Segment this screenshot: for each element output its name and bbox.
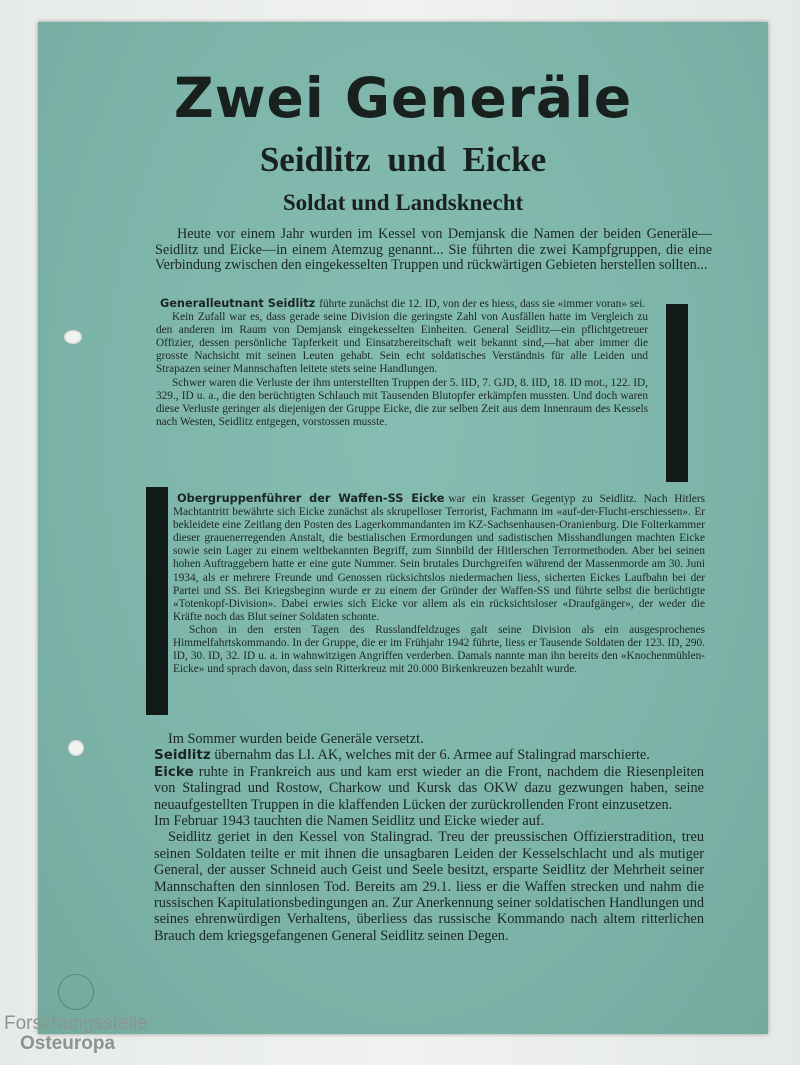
punch-hole-upper (64, 330, 82, 344)
black-margin-bar-left (146, 487, 168, 715)
seidlitz-paragraph-1 (156, 297, 648, 311)
eicke-later-paragraph (154, 764, 704, 813)
eicke-paragraph-1 (173, 492, 705, 624)
summer-paragraph: Im Sommer wurden beide Generäle versetzt. (168, 731, 424, 747)
black-margin-bar-right (666, 304, 688, 482)
seidlitz-section (156, 297, 648, 429)
eicke-section (173, 492, 705, 676)
eicke-lead-name: Obergruppenführer der Waffen-SS Eicke (177, 492, 445, 505)
seidlitz-later-paragraph (154, 747, 704, 763)
closing-section (154, 731, 704, 944)
punch-hole-lower (68, 740, 84, 756)
eicke-later-text: ruhte in Frankreich aus und kam erst wieder an die Front, nachdem die Riesenpleiten von Stalingrad und Rostow, Charkow und Kursk das OKW dazu gezwungen haben, seine neuaufgestellten Truppen in die klaffenden Lücken der zurückrollenden Front einzusetzen. (154, 763, 705, 813)
seidlitz-paragraph-3: Schwer waren die Verluste der ihm unterstellten Truppen der 5. IID, 7. GJD, 8. IID, 18. ID mot., 122. ID, 329., ID u. a., die den berüchtigten Schlauch mit Tausenden Blutopfer erkämpfen mussten. Und doch waren diese Verluste geringer als diejenigen der Gruppe Eicke, die zur selben Zeit aus dem Innenraum des Kessels nach Westen, Seidlitz entgegen, vorstossen musste. (156, 376, 648, 428)
seidlitz-lead-name: Generalleutnant Seidlitz (160, 297, 316, 310)
eicke-paragraph-1-text: war ein krasser Gegentyp zu Seidlitz. Nach Hitlers Machtantritt bewährte sich Eicke zunächst als skrupelloser Terrorist, Fachmann im «auf-der-Flucht-erschiessen». Er bekleidete eine Zeitlang den Posten des Lagerkommandanten im KZ-Sachsenhausen-Oranienburg. Die Folterkammer dieser grauenerregenden Anstalt, die bestialischen Ermordungen und sadistischen Misshandlungen machten Eicke sowie sein Lager zu einem weltbekannten Begriff, zum Sinnbild der Hitlerschen Terrormethoden. Aber bei seinen hohen Auftraggebern hatte er eine gute Nummer. Sein brutales Durchgreifen während der Massenmorde am 30. Juni 1934, als er mehrere Freunde und Genossen rücksichtslos niedermachen liess, sicherten Eickes Laufbahn bei der Partei und SS. Bei Kriegsbeginn wurde er zu einem der Gründer der Waffen-SS und führte selbst die berüchtigte «Totenkopf-Division». Dabei erwies sich Eicke vor allem als ein rücksichtsloser «Draufgänger», der weder die Kräfte noch das Blut seiner Soldaten schonte. (173, 493, 706, 623)
eicke-paragraph-2: Schon in den ersten Tagen des Russlandfeldzuges galt seine Division als ein ausgesprochenes Himmelfahrtskommando. In der Gruppe, die er im Frühjahr 1942 führte, liess er Tausende Soldaten der 123. ID, 290. ID, 30. ID, 32. ID u. a. in wahnwitzigen Angriffen verderben. Damals nannte man ihn bereits den «Knochenmühlen-Eicke» und sprach davon, dass sein Ritterkreuz mit 20.000 Birkenkreuzen bezahlt wurde. (173, 623, 705, 676)
seidlitz-later-text: übernahm das LI. AK, welches mit der 6. Armee auf Stalingrad marschierte. (214, 747, 650, 764)
archive-stamp-circle (58, 974, 94, 1010)
watermark-line-2: Osteuropa (20, 1033, 116, 1054)
seidlitz-paragraph-2: Kein Zufall war es, dass gerade seine Division die geringste Zahl von Ausfällen hatte im Vergleich zu den anderen im Raum von Demjansk eingekesselten Einheiten. General Seidlitz—ein pflichtgetreuer Offizier, dessen persönliche Tapferkeit und Einsatzbereitschaft weit bekannt sind,—hat aber immer die grosste Nachsicht mit seinen Leuten gehabt. Sein echt soldatisches Verständnis für alle Leiden und Strapazen seiner Mannschaften leitete stets seine Handlungen. (156, 311, 648, 376)
seidlitz-paragraph-1-text: führte zunächst die 12. ID, von der es hiess, dass sie «immer voran» sei. (319, 298, 646, 310)
archive-watermark (4, 1014, 148, 1054)
eicke-name-bold: Eicke (154, 763, 194, 780)
leaflet-subheading: Soldat und Landsknecht (282, 190, 524, 215)
leaflet-subtitle: Seidlitz und Eicke (259, 140, 547, 179)
final-paragraph: Seidlitz geriet in den Kessel von Stalingrad. Treu der preussischen Offizierstradition, treu seinen Soldaten teilte er mit ihnen die unsagbaren Leiden der Kesselschlacht und als mutiger General, der ausser Schneid auch Geist und Seele besitzt, ersparte Seidlitz der Mehrheit seiner Mannschaften den sinnlosen Tod. Bereits am 29.1. liess er die Waffen strecken und nahm die russischen Kapitulationsbedingungen an. Zur Anerkennung seiner soldatischen Handlungen und seines ehrenwürdigen Verhaltens, überliess das russische Kommando nach altem ritterlichen Brauch dem kriegsgefangenen General Seidlitz seinen Degen. (154, 829, 704, 944)
leaflet-sheet (38, 22, 768, 1034)
intro-paragraph: Heute vor einem Jahr wurden im Kessel von Demjansk die Namen der beiden Generäle—Seidlitz und Eicke—in einem Atemzug genannt... Sie führten die zwei Kampfgruppen, die eine Verbindung zwischen den eingekesselten Truppen und rückwärtigen Gebieten herstellen sollten... (155, 226, 712, 273)
seidlitz-name-bold: Seidlitz (154, 747, 211, 764)
watermark-line-1: Forschungsstelle (4, 1013, 148, 1034)
february-paragraph: Im Februar 1943 tauchten die Namen Seidlitz und Eicke wieder auf. (154, 813, 545, 830)
leaflet-title: Zwei Generäle (173, 66, 633, 130)
